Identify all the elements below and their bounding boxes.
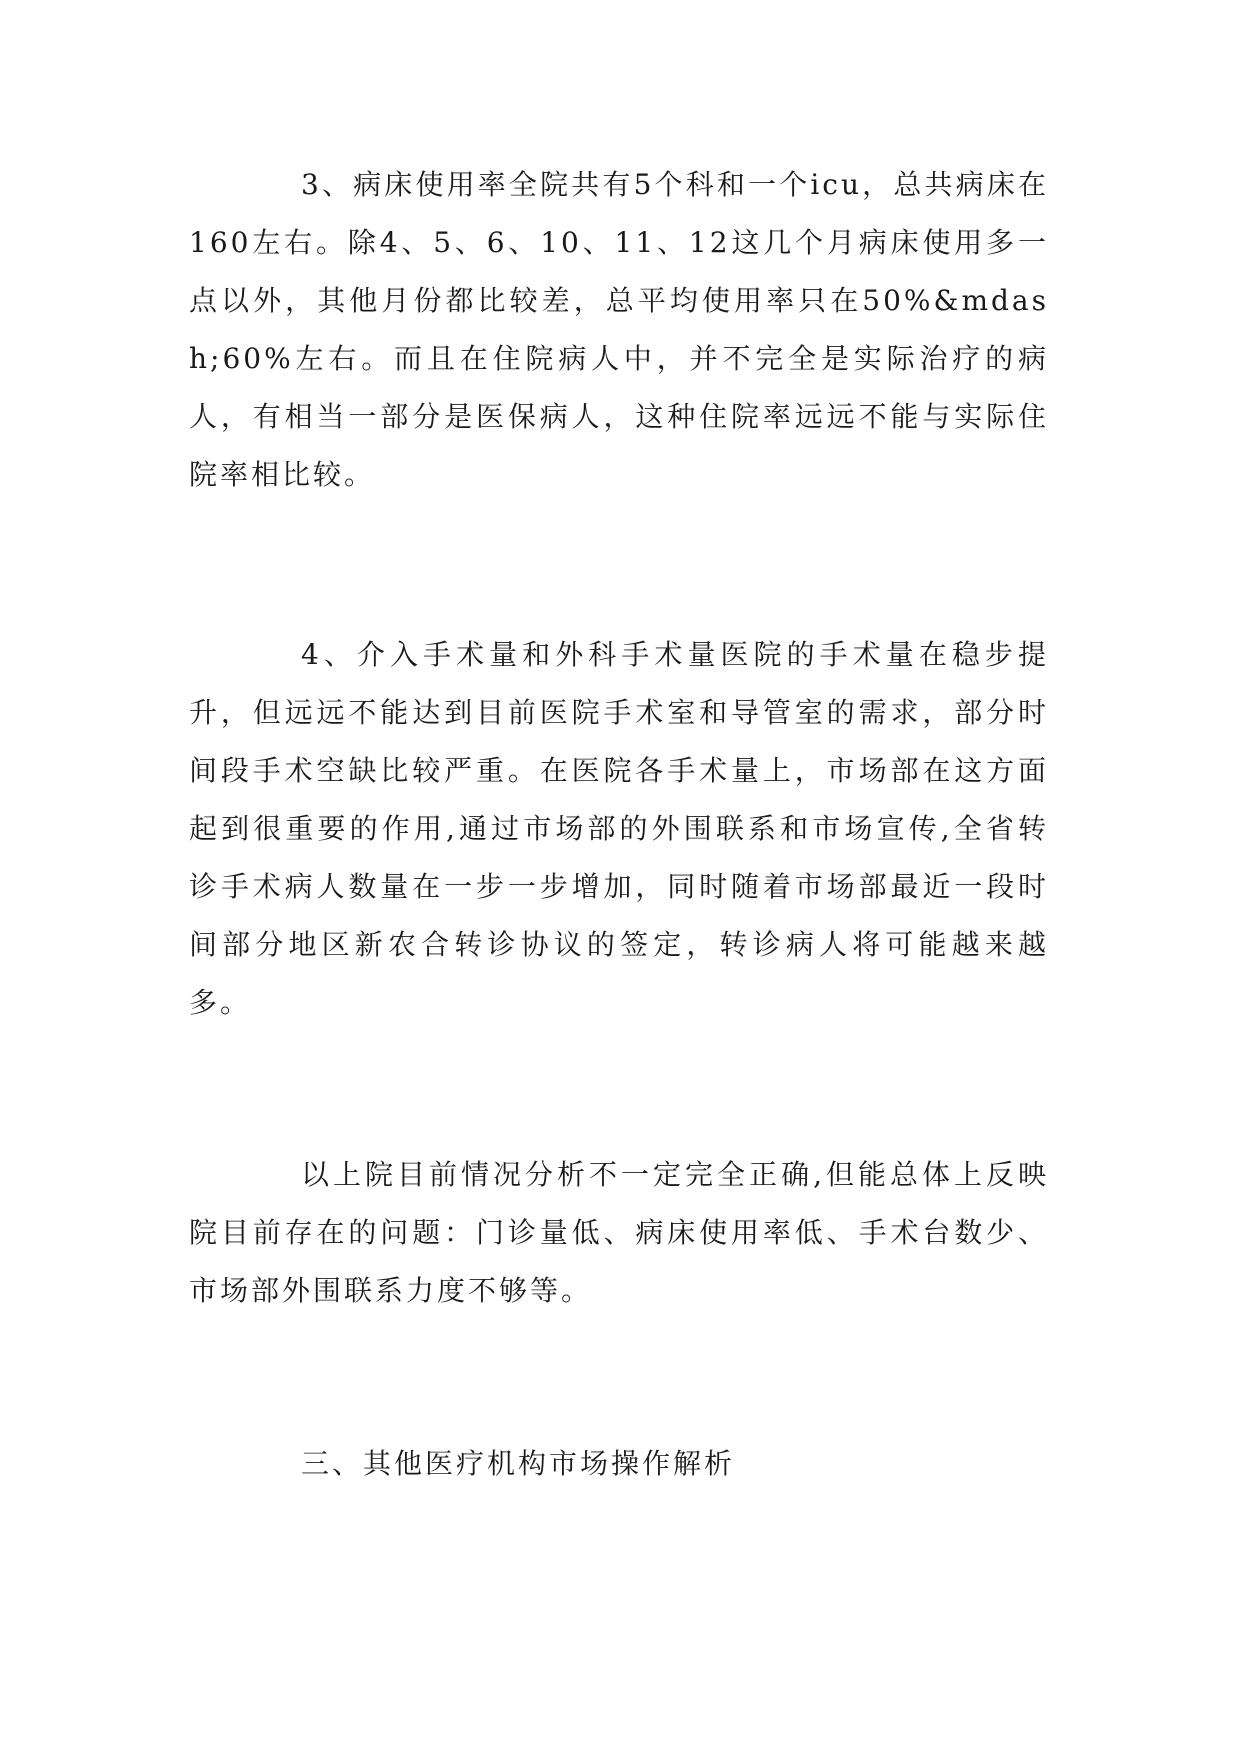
paragraph-bed-usage: 3、病床使用率全院共有5个科和一个icu，总共病床在160左右。除4、5、6、10、11、12这几个月病床使用多一点以外，其他月份都比较差，总平均使用率只在50%&mdash;60%左右。而且在住院病人中，并不完全是实际治疗的病人，有相当一部分是医保病人，这种住院率远远不能与实际住院率相比较。 (189, 168, 1049, 491)
section-heading: 三、其他医疗机构市场操作解析 (301, 1447, 736, 1480)
paragraph-summary: 以上院目前情况分析不一定完全正确,但能总体上反映院目前存在的问题：门诊量低、病床使用率低、手术台数少、市场部外围联系力度不够等。 (189, 1158, 1049, 1307)
paragraph-surgery-volume: 4、介入手术量和外科手术量医院的手术量在稳步提升，但远远不能达到目前医院手术室和导管室的需求，部分时间段手术空缺比较严重。在医院各手术量上，市场部在这方面起到很重要的作用,通过市场部的外围联系和市场宣传,全省转诊手术病人数量在一步一步增加，同时随着市场部最近一段时间部分地区新农合转诊协议的签定，转诊病人将可能越来越多。 (189, 638, 1049, 1019)
